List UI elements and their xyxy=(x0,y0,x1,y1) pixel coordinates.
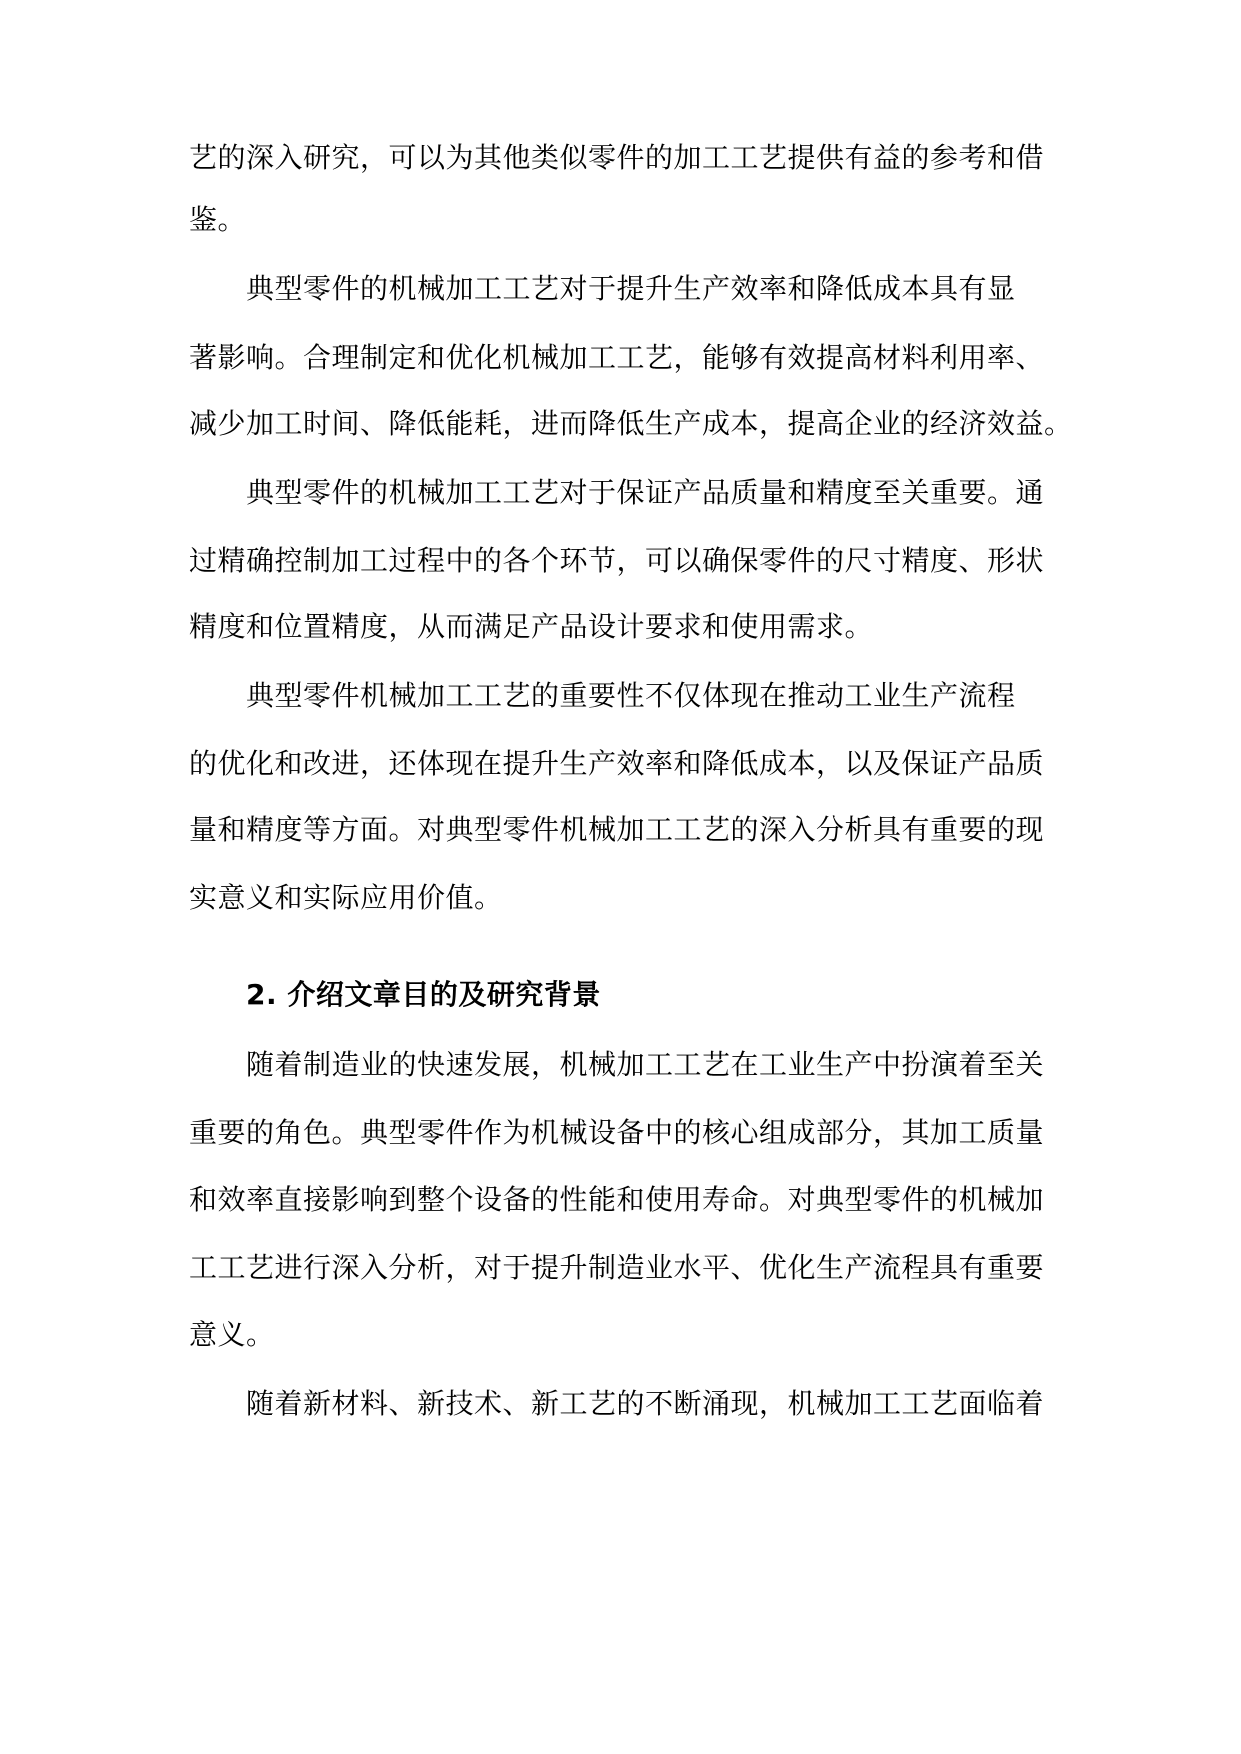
paragraph-line: 的优化和改进，还体现在提升生产效率和降低成本，以及保证产品质 xyxy=(189,747,1045,780)
paragraph-line: 艺的深入研究，可以为其他类似零件的加工工艺提供有益的参考和借 xyxy=(189,141,1045,174)
section-heading: 2. 介绍文章目的及研究背景 xyxy=(246,978,601,1011)
paragraph-line: 随着新材料、新技术、新工艺的不断涌现，机械加工工艺面临着 xyxy=(246,1387,1045,1420)
paragraph-line: 减少加工时间、降低能耗，进而降低生产成本，提高企业的经济效益。 xyxy=(189,407,1073,440)
paragraph-line: 量和精度等方面。对典型零件机械加工工艺的深入分析具有重要的现 xyxy=(189,813,1045,846)
paragraph-line: 过精确控制加工过程中的各个环节，可以确保零件的尺寸精度、形状 xyxy=(189,544,1045,577)
paragraph-line: 典型零件的机械加工工艺对于提升生产效率和降低成本具有显 xyxy=(246,272,1016,305)
paragraph-line: 工工艺进行深入分析，对于提升制造业水平、优化生产流程具有重要 xyxy=(189,1251,1045,1284)
paragraph-line: 鉴。 xyxy=(189,203,247,236)
paragraph-line: 和效率直接影响到整个设备的性能和使用寿命。对典型零件的机械加 xyxy=(189,1183,1045,1216)
paragraph-line: 重要的角色。典型零件作为机械设备中的核心组成部分，其加工质量 xyxy=(189,1116,1045,1149)
paragraph-line: 实意义和实际应用价值。 xyxy=(189,881,503,914)
paragraph-line: 典型零件的机械加工工艺对于保证产品质量和精度至关重要。通 xyxy=(246,476,1045,509)
paragraph-line: 随着制造业的快速发展，机械加工工艺在工业生产中扮演着至关 xyxy=(246,1048,1045,1081)
paragraph-line: 典型零件机械加工工艺的重要性不仅体现在推动工业生产流程 xyxy=(246,679,1016,712)
paragraph-line: 著影响。合理制定和优化机械加工工艺，能够有效提高材料利用率、 xyxy=(189,341,1045,374)
paragraph-line: 意义。 xyxy=(189,1318,275,1351)
paragraph-line: 精度和位置精度，从而满足产品设计要求和使用需求。 xyxy=(189,610,874,643)
